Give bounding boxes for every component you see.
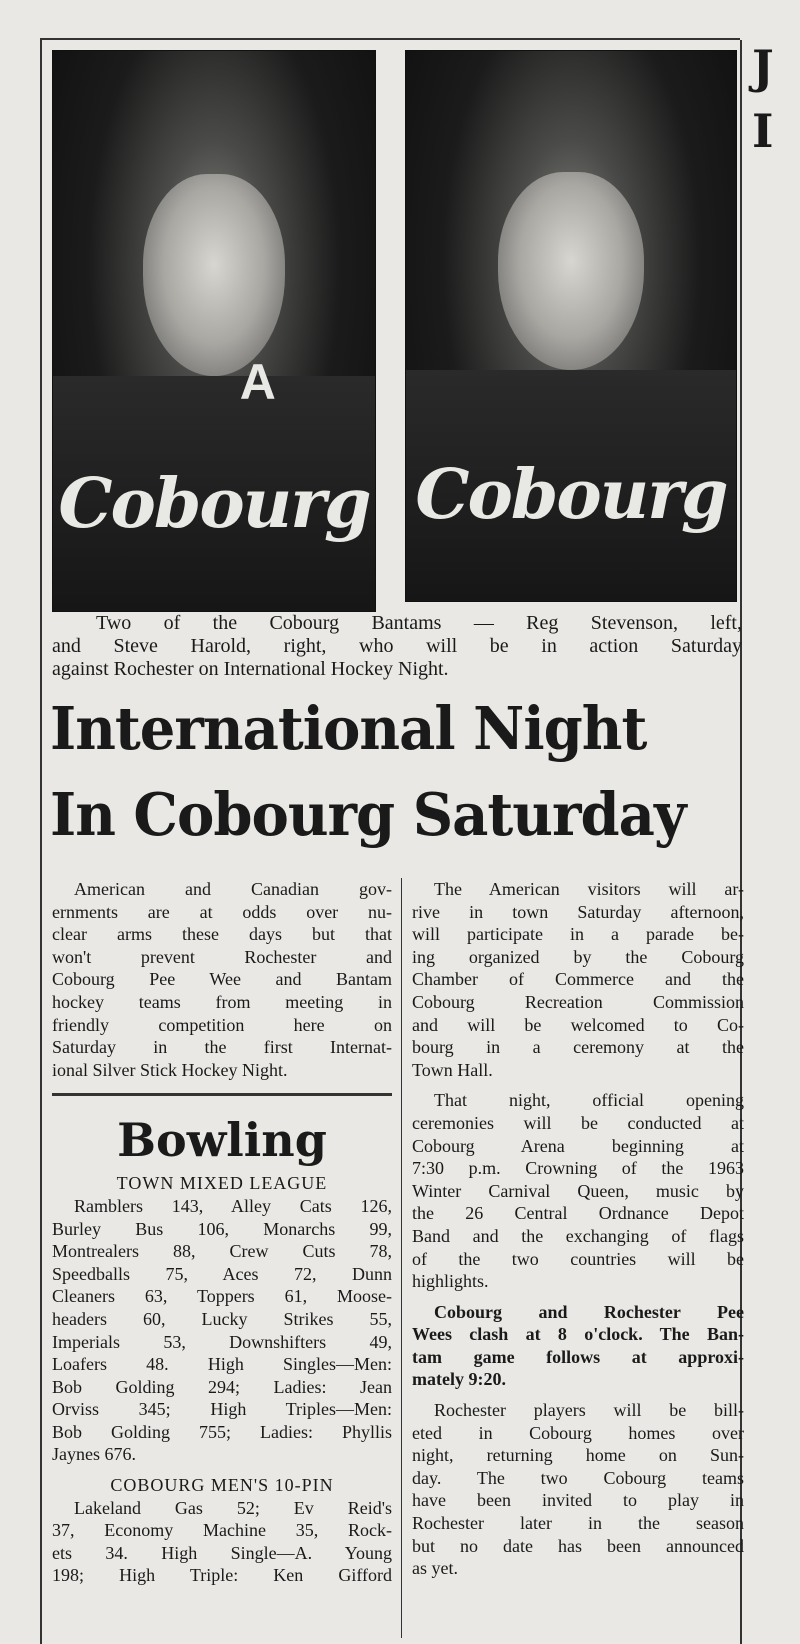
- league-title: COBOURG MEN'S 10-PIN: [110, 1475, 334, 1496]
- league-results: [52, 1497, 392, 1587]
- headline-line: International Night: [50, 694, 647, 764]
- league-title: TOWN MIXED LEAGUE: [116, 1173, 328, 1194]
- paragraph: [412, 1089, 744, 1292]
- text-line: Cobourg Pee Wee and Bantam: [52, 969, 392, 990]
- text-line: 198; High Triple: Ken Gifford: [52, 1565, 392, 1586]
- left-column: [52, 878, 392, 1587]
- text-line: Saturday in the first Internat-: [52, 1037, 392, 1058]
- text-line: Orviss 345; High Triples—Men:: [52, 1399, 392, 1420]
- paragraph: [412, 1301, 744, 1391]
- adjacent-headline-fragment: I: [752, 104, 774, 158]
- text-line: Lakeland Gas 52; Ev Reid's: [74, 1497, 392, 1518]
- text-line: Cobourg Recreation Commission: [412, 991, 744, 1012]
- text-line: have been invited to play in: [412, 1490, 744, 1511]
- text-line: The American visitors will ar-: [434, 879, 744, 899]
- portrait-face: [498, 172, 643, 370]
- text-line: Cobourg Arena beginning at: [412, 1135, 744, 1156]
- text-line: Jaynes 676.: [52, 1444, 136, 1465]
- text-line: Chamber of Commerce and the: [412, 969, 744, 990]
- portrait-face: [143, 174, 285, 376]
- text-line: Winter Carnival Queen, music by: [412, 1180, 744, 1201]
- paragraph: [412, 1399, 744, 1580]
- text-line: Loafers 48. High Singles—Men:: [52, 1354, 392, 1375]
- caption-line: against Rochester on International Hockey Night.: [52, 658, 449, 680]
- text-line: ional Silver Stick Hockey Night.: [52, 1059, 288, 1080]
- text-line: Speedballs 75, Aces 72, Dunn: [52, 1263, 392, 1284]
- text-line: of the two countries will be: [412, 1248, 744, 1269]
- jersey-logo: Cobourg: [58, 463, 370, 544]
- text-line: headers 60, Lucky Strikes 55,: [52, 1308, 392, 1329]
- text-line: friendly competition here on: [52, 1014, 392, 1035]
- paragraph: [412, 878, 744, 1081]
- text-line: Band and the exchanging of flags: [412, 1225, 744, 1246]
- text-line: the 26 Central Ordnance Depot: [412, 1203, 744, 1224]
- text-line: tam game follows at approxi-: [412, 1346, 744, 1367]
- bowling-heading: Bowling: [117, 1113, 327, 1168]
- text-line: and will be welcomed to Co-: [412, 1014, 744, 1035]
- text-line: but no date has been announced: [412, 1535, 744, 1556]
- text-line: Wees clash at 8 o'clock. The Ban-: [412, 1324, 744, 1345]
- photo-steve-harold: [405, 50, 737, 602]
- text-line: won't prevent Rochester and: [52, 946, 392, 967]
- text-line: Cleaners 63, Toppers 61, Moose-: [52, 1286, 392, 1307]
- text-line: Ramblers 143, Alley Cats 126,: [74, 1195, 392, 1216]
- text-line: ernments are at odds over nu-: [52, 901, 392, 922]
- captain-letter: A: [239, 354, 276, 411]
- text-line: rive in town Saturday afternoon,: [412, 901, 744, 922]
- text-line: clear arms these days but that: [52, 924, 392, 945]
- article-headline: [50, 686, 740, 858]
- text-line: ceremonies will be conducted at: [412, 1112, 744, 1133]
- right-column: [412, 878, 744, 1580]
- text-line: Burley Bus 106, Monarchs 99,: [52, 1218, 392, 1239]
- text-line: ets 34. High Single—A. Young: [52, 1542, 392, 1563]
- text-line: bourg in a ceremony at the: [412, 1037, 744, 1058]
- text-line: 7:30 p.m. Crowning of the 1963: [412, 1158, 744, 1179]
- text-line: as yet.: [412, 1558, 458, 1579]
- section-rule: [52, 1093, 392, 1096]
- text-line: That night, official opening: [434, 1090, 744, 1111]
- text-line: Town Hall.: [412, 1059, 493, 1080]
- headline-line: In Cobourg Saturday: [50, 780, 686, 850]
- text-line: Rochester players will be bill-: [434, 1400, 744, 1421]
- article-intro: [52, 878, 392, 1081]
- text-line: night, returning home on Sun-: [412, 1445, 744, 1466]
- jersey-logo: Cobourg: [415, 455, 727, 535]
- text-line: Imperials 53, Downshifters 49,: [52, 1331, 392, 1352]
- center-column-rule: [401, 878, 402, 1638]
- text-line: eted in Cobourg homes over: [412, 1422, 744, 1443]
- top-rule: [40, 38, 740, 40]
- caption-line: and Steve Harold, right, who will be in action Saturday: [52, 635, 742, 657]
- text-line: Bob Golding 755; Ladies: Phyllis: [52, 1421, 392, 1442]
- text-line: day. The two Cobourg teams: [412, 1467, 744, 1488]
- text-line: hockey teams from meeting in: [52, 991, 392, 1012]
- text-line: Rochester later in the season: [412, 1513, 744, 1534]
- text-line: Cobourg and Rochester Pee: [434, 1301, 744, 1322]
- photo-caption: [52, 612, 742, 681]
- left-column-rule: [40, 40, 42, 1644]
- league-results: [52, 1195, 392, 1466]
- text-line: highlights.: [412, 1271, 489, 1292]
- text-line: Montrealers 88, Crew Cuts 78,: [52, 1241, 392, 1262]
- text-line: Bob Golding 294; Ladies: Jean: [52, 1376, 392, 1397]
- adjacent-headline-fragment: J: [752, 40, 774, 94]
- text-line: will participate in a parade be-: [412, 924, 744, 945]
- text-line: mately 9:20.: [412, 1369, 506, 1390]
- text-line: ing organized by the Cobourg: [412, 946, 744, 967]
- photo-reg-stevenson: [52, 50, 376, 612]
- caption-line: Two of the Cobourg Bantams — Reg Stevenson, left,: [96, 612, 742, 634]
- text-line: American and Canadian gov-: [74, 879, 392, 899]
- text-line: 37, Economy Machine 35, Rock-: [52, 1520, 392, 1541]
